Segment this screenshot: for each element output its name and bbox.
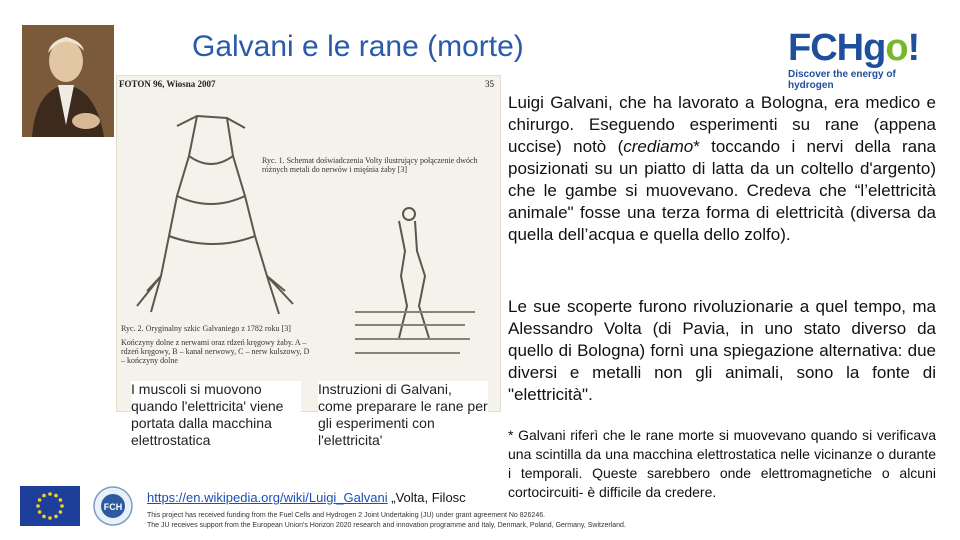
reference-links (147, 490, 466, 505)
scan-caption-2: Ryc. 2. Oryginalny szkic Galvaniego z 1782 roku [3] (121, 324, 291, 333)
fchgo-logo: FCHgo! Discover the energy of hydrogen (788, 28, 940, 80)
svg-text:FCH: FCH (103, 502, 123, 512)
fch-ju-badge-icon (93, 486, 133, 526)
wikipedia-link[interactable]: https://en.wikipedia.org/wiki/Luigi_Galvani (147, 490, 388, 505)
galvani-portrait-image (22, 25, 114, 137)
eu-flag-icon (20, 486, 80, 526)
funding-notice: This project has received funding from the Fuel Cells and Hydrogen 2 Joint Undertaking (JU) under grant agreement No 826246. The JU receives support from the European Union's Horizon 2020 research and innovation programme and Italy, Denmark, Poland, Germany, Switzerland. (147, 512, 626, 529)
paragraph-volta: Le sue scoperte furono rivoluzionarie a quel tempo, ma Alessandro Volta (di Pavia, in uno stato diverso da quello di Bologna) fornì una spiegazione alternativa: due diversi e metalli non gli animali, sono la fonte di "elettricità". (508, 297, 936, 404)
scan-legend: Kończyny dolne z nerwami oraz rdzeń kręgowy żaby. A – rdzeń kręgowy, B – kanał nerwowy, C – nerw kulszowy, D – kończyny dolne (121, 338, 310, 365)
emphasis-crediamo: crediamo (623, 137, 694, 156)
scan-header: FOTON 96, Wiosna 2007 (119, 79, 216, 89)
caption-muscles: I muscoli si muovono quando l'elettricita' viene portata dalla macchina elettrostatica (131, 381, 301, 449)
scan-page-number: 35 (485, 79, 494, 89)
caption-instructions: Instruzioni di Galvani, come preparare le rane per gli esperimenti con l'elettricita' (318, 381, 488, 448)
scan-caption-1: Ryc. 1. Schemat doświadczenia Volty ilustrujący połączenie dwóch różnych metali do nerwów i mięśnia żaby [3] (262, 156, 478, 174)
footnote: * Galvani riferì che le rane morte si muovevano quando si verificava una scintilla da una macchina elettrostatica nelle vicinanze o durante i temporali. Queste sarebbero onde elettromagnetiche o alcuni cortocircuiti- è difficile da credere. (508, 427, 936, 500)
logo-tagline: Discover the energy of hydrogen (788, 69, 896, 91)
frog-experiment-scan-image (116, 75, 501, 412)
slide-title: Galvani e le rane (morte) (192, 30, 524, 63)
paragraph-galvani: Luigi Galvani, che ha lavorato a Bologna, era medico e chirurgo. Eseguendo esperimenti su rane (appena uccise) notò (crediamo* toccando i nervi della rana posizionati su un piatto di latta da un coltello d'argento) che le gambe si muovevano. Credeva che “l’elettricità animale" fosse una terza forma di elettricità (diversa da quella dell’acqua e quella dello zolfo). (508, 93, 937, 244)
volta-reference: „Volta, Filosc (391, 490, 466, 505)
